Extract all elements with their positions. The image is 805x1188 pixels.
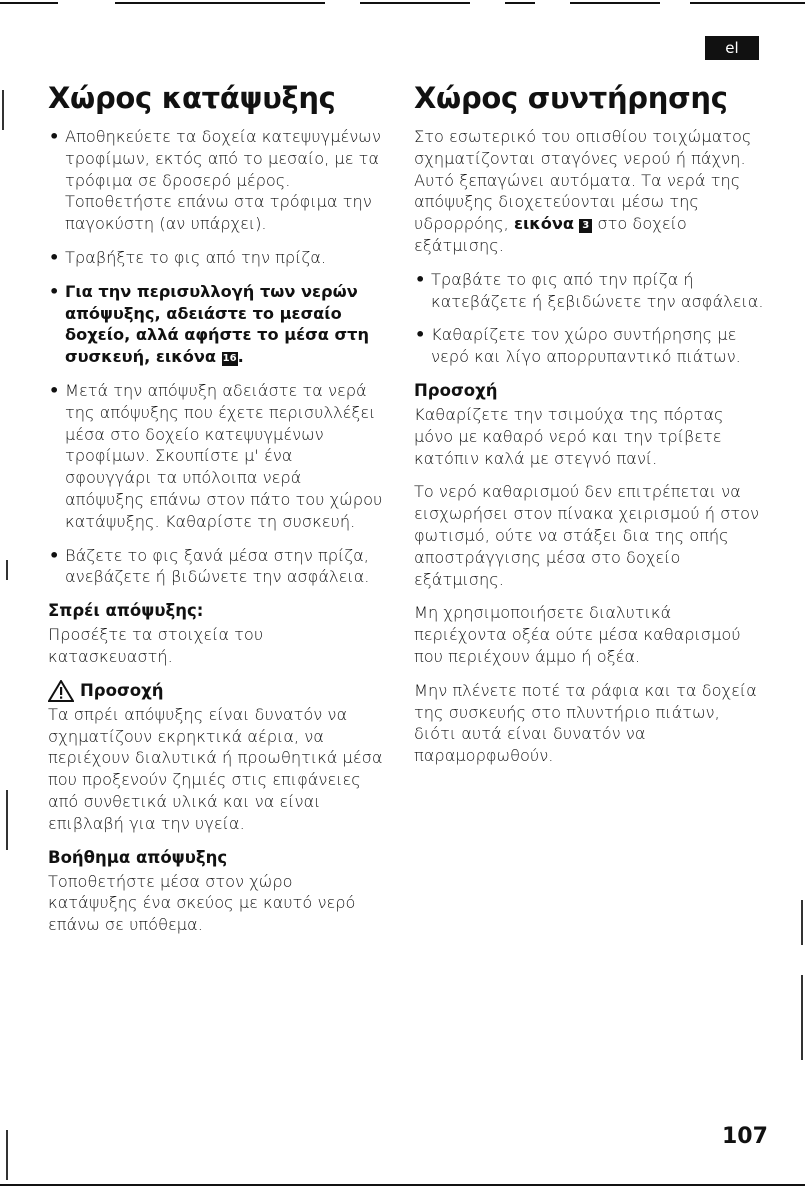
caution-text: Τα σπρέι απόψυξης είναι δυνατόν να σχηματίζουν εκρηκτικά αέρια, να περιέχουν διαλυτικά ή προωθητικά μέσα που προξενούν ζημιές στις επιφάνειες από συνθετικά υλικά και να είναι επιβλαβή για την υγεία. bbox=[48, 704, 383, 833]
freezer-title: Χώρος κατάψυξης bbox=[48, 81, 336, 115]
fridge-steps bbox=[414, 269, 764, 368]
list-item-text: Για την περισυλλογή των νερών απόψυξης, αδειάστε το μεσαίο δοχείο, αλλά αφήστε το μέσα στη συσκευή, εικόνα bbox=[65, 281, 369, 367]
top-rule bbox=[0, 2, 58, 4]
freezer-steps bbox=[48, 126, 383, 588]
margin-line bbox=[801, 900, 803, 945]
figure-word: εικόνα bbox=[513, 214, 575, 234]
page-number: 107 bbox=[722, 1124, 768, 1149]
margin-line bbox=[6, 790, 8, 850]
caution-paragraph: Καθαρίζετε την τσιμούχα της πόρτας μόνο με καθαρό νερό και την τρίβετε κατόπιν καλά με στεγνό πανί. bbox=[414, 404, 724, 468]
top-rule bbox=[360, 2, 470, 4]
spray-text: Προσέξτε τα στοιχεία του κατασκευαστή. bbox=[48, 625, 264, 666]
figure-reference: 16 bbox=[222, 353, 237, 365]
margin-line bbox=[6, 1130, 8, 1180]
list-item: • Βάζετε το φις ξανά μέσα στην πρίζα, ανεβάζετε ή βιδώνετε την ασφάλεια. bbox=[48, 545, 383, 589]
margin-line bbox=[801, 975, 803, 1060]
language-badge: el bbox=[705, 36, 759, 60]
caution-paragraph: Το νερό καθαρισμού δεν επιτρέπεται να εισχωρήσει στον πίνακα χειρισμού ή στον φωτισμό, ούτε να στάξει δια της οπής αποστράγγισης μέσα στο δοχείο εξάτμισης. bbox=[414, 482, 760, 589]
bottom-rule bbox=[0, 1184, 805, 1186]
fridge-intro bbox=[414, 126, 764, 257]
warning-icon bbox=[48, 680, 74, 702]
top-rule bbox=[115, 2, 325, 4]
fridge-title: Χώρος συντήρησης bbox=[414, 81, 728, 115]
intro-text: Στο εσωτερικό του οπισθίου τοιχώματος σχηματίζονται σταγόνες νερού ή πάχνη. Αυτό ξεπαγώνει αυτόματα. Τα νερά της απόψυξης διοχετεύονται μέσω της υδρορρόης, bbox=[414, 127, 752, 234]
list-item: • Για την περισυλλογή των νερών απόψυξης, αδειάστε το μεσαίο δοχείο, αλλά αφήστε το μέσα στη συσκευή, εικόνα 16. bbox=[48, 281, 383, 368]
margin-line bbox=[6, 560, 8, 580]
caution-paragraph: Μη χρησιμοποιήσετε διαλυτικά περιέχοντα οξέα ούτε μέσα καθαρισμού που περιέχουν άμμο ή οξέα. bbox=[414, 603, 741, 666]
caution-heading bbox=[48, 680, 383, 702]
spray-heading: Σπρέι απόψυξης: bbox=[48, 601, 204, 621]
top-rule bbox=[690, 2, 805, 4]
aid-heading: Βοήθημα απόψυξης bbox=[48, 847, 228, 867]
caution-heading: Προσοχή bbox=[414, 380, 498, 400]
top-rule bbox=[505, 2, 535, 4]
fridge-section bbox=[414, 80, 764, 779]
margin-line bbox=[2, 90, 4, 130]
list-item: • Τραβάτε το φις από την πρίζα ή κατεβάζετε ή ξεβιδώνετε την ασφάλεια. bbox=[414, 269, 764, 313]
list-item: • Μετά την απόψυξη αδειάστε τα νερά της απόψυξης που έχετε περισυλλέξει μέσα στο δοχείο κατεψυγμένων τροφίμων. Σκουπίστε μ' ένα σφουγγάρι τα υπόλοιπα νερά απόψυξης επάνω στον πάτο του χώρου κατάψυξης. Καθαρίστε τη συσκευή. bbox=[48, 380, 383, 533]
list-item: • Καθαρίζετε τον χώρο συντήρησης με νερό και λίγο απορρυπαντικό πιάτων. bbox=[414, 324, 764, 368]
aid-text: Τοποθετήστε μέσα στον χώρο κατάψυξης ένα σκεύος με καυτό νερό επάνω σε υπόθεμα. bbox=[48, 871, 356, 935]
list-item: • Αποθηκεύετε τα δοχεία κατεψυγμένων τροφίμων, εκτός από το μεσαίο, με τα τρόφιμα σε δροσερό μέρος. Τοποθετήστε επάνω στα τρόφιμα την παγοκύστη (αν υπάρχει). bbox=[48, 126, 383, 235]
top-rule bbox=[570, 2, 660, 4]
list-item: • Τραβήξτε το φις από την πρίζα. bbox=[48, 247, 383, 269]
caution-heading-text: Προσοχή bbox=[80, 680, 164, 700]
caution-paragraph: Μην πλένετε ποτέ τα ράφια και τα δοχεία της συσκευής στο πλυντήριο πιάτων, διότι αυτά είναι δυνατόν να παραμορφωθούν. bbox=[414, 680, 757, 766]
figure-reference: 3 bbox=[579, 219, 592, 233]
freezer-section bbox=[48, 80, 383, 948]
intro-tail: στο δοχείο εξάτμισης. bbox=[414, 214, 687, 255]
